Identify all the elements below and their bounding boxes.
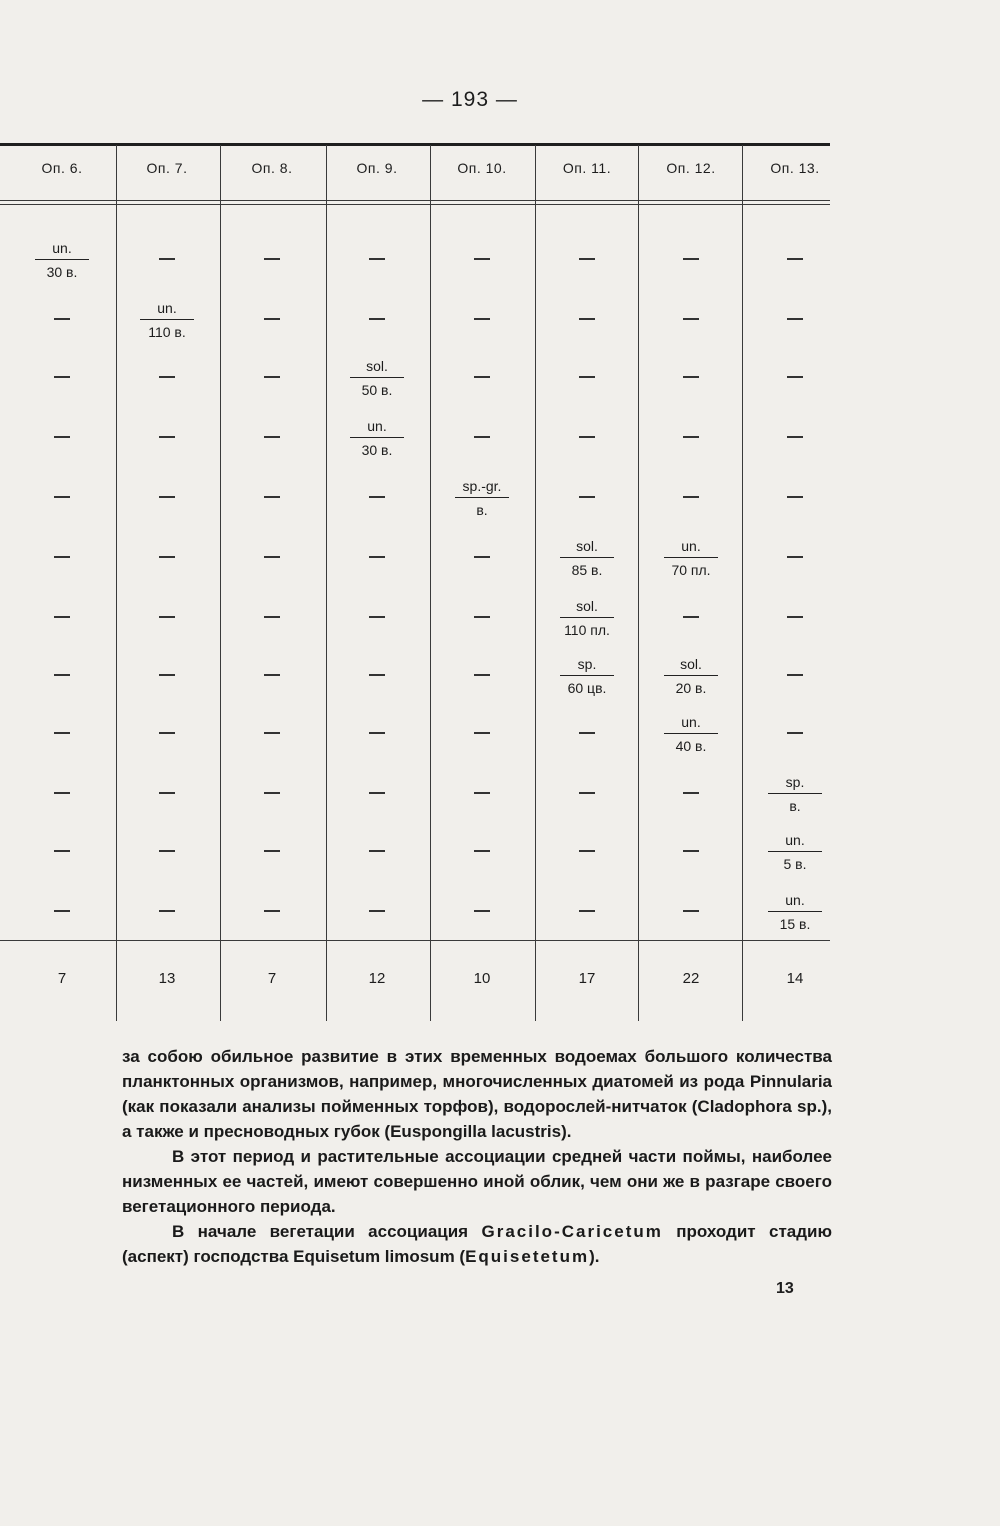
height-phase: 70 пл. <box>671 562 711 578</box>
empty-cell-dash <box>264 258 280 260</box>
column-total: 10 <box>473 970 491 987</box>
page-number: — 193 — <box>422 88 518 111</box>
abundance-cell <box>12 238 112 282</box>
column-divider <box>742 145 743 1021</box>
empty-cell-dash <box>683 910 699 912</box>
column-divider <box>220 145 221 1021</box>
abundance-score: sol. <box>576 598 598 614</box>
paragraph-3-part: ). <box>589 1247 600 1266</box>
empty-cell-dash <box>159 792 175 794</box>
empty-cell-dash <box>264 792 280 794</box>
empty-cell-dash <box>54 436 70 438</box>
abundance-cell <box>537 654 637 698</box>
height-phase: 20 в. <box>675 680 707 696</box>
empty-cell-dash <box>683 496 699 498</box>
abundance-score: sol. <box>576 538 598 554</box>
column-header: Оп. 6. <box>41 160 83 176</box>
empty-cell-dash <box>264 376 280 378</box>
height-phase: в. <box>476 502 488 518</box>
table-totals-rule <box>0 940 830 941</box>
empty-cell-dash <box>159 850 175 852</box>
fraction-bar <box>664 675 718 676</box>
empty-cell-dash <box>54 496 70 498</box>
height-phase: 15 в. <box>779 916 811 932</box>
fraction-bar <box>560 557 614 558</box>
abundance-score: un. <box>681 714 701 730</box>
fraction-bar <box>350 437 404 438</box>
abundance-cell <box>641 712 741 756</box>
abundance-score: un. <box>157 300 177 316</box>
empty-cell-dash <box>369 732 385 734</box>
height-phase: 30 в. <box>361 442 393 458</box>
column-total: 14 <box>786 970 804 987</box>
height-phase: 5 в. <box>783 856 807 872</box>
fraction-bar <box>455 497 509 498</box>
empty-cell-dash <box>787 616 803 618</box>
table-header-rule <box>0 200 830 201</box>
column-total: 7 <box>267 970 277 987</box>
column-header: Оп. 10. <box>457 160 507 176</box>
empty-cell-dash <box>264 674 280 676</box>
fraction-bar <box>560 617 614 618</box>
empty-cell-dash <box>474 436 490 438</box>
empty-cell-dash <box>579 496 595 498</box>
abundance-score: un. <box>52 240 72 256</box>
column-header: Оп. 7. <box>146 160 188 176</box>
empty-cell-dash <box>54 318 70 320</box>
fraction-bar <box>664 557 718 558</box>
empty-cell-dash <box>579 318 595 320</box>
height-phase: 60 цв. <box>567 680 607 696</box>
abundance-cell <box>537 536 637 580</box>
abundance-score: sol. <box>366 358 388 374</box>
empty-cell-dash <box>787 436 803 438</box>
column-divider <box>430 145 431 1021</box>
column-divider <box>638 145 639 1021</box>
abundance-score: un. <box>785 892 805 908</box>
empty-cell-dash <box>787 258 803 260</box>
empty-cell-dash <box>369 850 385 852</box>
height-phase: 50 в. <box>361 382 393 398</box>
empty-cell-dash <box>54 674 70 676</box>
empty-cell-dash <box>579 792 595 794</box>
abundance-score: sol. <box>680 656 702 672</box>
height-phase: в. <box>789 798 801 814</box>
column-header: Оп. 13. <box>770 160 820 176</box>
column-divider <box>326 145 327 1021</box>
empty-cell-dash <box>264 556 280 558</box>
empty-cell-dash <box>159 258 175 260</box>
column-header: Оп. 8. <box>251 160 293 176</box>
fraction-bar <box>350 377 404 378</box>
height-phase: 110 в. <box>148 324 186 340</box>
abundance-score: un. <box>367 418 387 434</box>
empty-cell-dash <box>369 616 385 618</box>
fraction-bar <box>768 851 822 852</box>
empty-cell-dash <box>264 910 280 912</box>
empty-cell-dash <box>683 258 699 260</box>
column-total: 7 <box>57 970 67 987</box>
empty-cell-dash <box>54 910 70 912</box>
empty-cell-dash <box>787 674 803 676</box>
empty-cell-dash <box>369 910 385 912</box>
column-total: 17 <box>578 970 596 987</box>
empty-cell-dash <box>54 732 70 734</box>
column-total: 13 <box>158 970 176 987</box>
fraction-bar <box>560 675 614 676</box>
empty-cell-dash <box>369 556 385 558</box>
paragraph-3 <box>122 1219 832 1269</box>
empty-cell-dash <box>159 436 175 438</box>
empty-cell-dash <box>54 792 70 794</box>
empty-cell-dash <box>579 376 595 378</box>
fraction-bar <box>664 733 718 734</box>
paragraph-3-part: В начале вегетации ассоциация <box>172 1222 482 1241</box>
abundance-cell <box>745 890 845 934</box>
abundance-cell <box>641 654 741 698</box>
fraction-bar <box>768 793 822 794</box>
empty-cell-dash <box>787 496 803 498</box>
paragraph-1: за собою обильное развитие в этих временных водоемах большого количества планктонных организмов, например, многочисленных диатомей из рода Pinnularia (как показали анализы пойменных торфов), водорослей-нитчаток (Cladophora sp.), а также и пресноводных губок (Euspongilla lacustris). <box>122 1047 832 1141</box>
fraction-bar <box>140 319 194 320</box>
empty-cell-dash <box>579 258 595 260</box>
abundance-score: un. <box>785 832 805 848</box>
table-top-rule <box>0 143 830 146</box>
empty-cell-dash <box>264 496 280 498</box>
column-total: 12 <box>368 970 386 987</box>
abundance-cell <box>327 356 427 400</box>
empty-cell-dash <box>579 436 595 438</box>
column-divider <box>535 145 536 1021</box>
empty-cell-dash <box>474 556 490 558</box>
empty-cell-dash <box>683 792 699 794</box>
table-header-rule-2 <box>0 204 830 205</box>
height-phase: 110 пл. <box>564 622 610 638</box>
abundance-cell <box>641 536 741 580</box>
empty-cell-dash <box>579 732 595 734</box>
empty-cell-dash <box>683 436 699 438</box>
body-text <box>122 1044 832 1269</box>
empty-cell-dash <box>369 674 385 676</box>
empty-cell-dash <box>54 850 70 852</box>
column-total: 22 <box>682 970 700 987</box>
height-phase: 85 в. <box>571 562 603 578</box>
empty-cell-dash <box>683 318 699 320</box>
empty-cell-dash <box>369 318 385 320</box>
empty-cell-dash <box>474 732 490 734</box>
empty-cell-dash <box>474 674 490 676</box>
empty-cell-dash <box>474 910 490 912</box>
empty-cell-dash <box>474 318 490 320</box>
paragraph-3-part: проходит стадию (аспект) господства Equisetum limosum ( <box>122 1222 832 1266</box>
abundance-cell <box>432 476 532 520</box>
empty-cell-dash <box>787 376 803 378</box>
empty-cell-dash <box>579 910 595 912</box>
empty-cell-dash <box>159 376 175 378</box>
empty-cell-dash <box>474 792 490 794</box>
empty-cell-dash <box>264 850 280 852</box>
empty-cell-dash <box>54 556 70 558</box>
empty-cell-dash <box>159 910 175 912</box>
abundance-score: sp. <box>785 774 805 790</box>
column-header: Оп. 11. <box>562 160 612 176</box>
abundance-cell <box>327 416 427 460</box>
fraction-bar <box>35 259 89 260</box>
empty-cell-dash <box>683 616 699 618</box>
empty-cell-dash <box>159 496 175 498</box>
association-name: Equisetetum <box>465 1247 590 1266</box>
empty-cell-dash <box>579 850 595 852</box>
empty-cell-dash <box>369 496 385 498</box>
empty-cell-dash <box>683 850 699 852</box>
fraction-bar <box>768 911 822 912</box>
empty-cell-dash <box>787 556 803 558</box>
column-divider <box>116 145 117 1021</box>
empty-cell-dash <box>474 258 490 260</box>
abundance-score: sp. <box>577 656 597 672</box>
empty-cell-dash <box>159 674 175 676</box>
empty-cell-dash <box>787 732 803 734</box>
empty-cell-dash <box>369 258 385 260</box>
empty-cell-dash <box>159 732 175 734</box>
paragraph-2: В этот период и растительные ассоциации средней части поймы, наиболее низменных ее частей, имеют совершенно иной облик, чем они же в разгаре своего вегетационного периода. <box>122 1147 832 1216</box>
column-header: Оп. 9. <box>356 160 398 176</box>
abundance-cell <box>745 830 845 874</box>
abundance-score: sp.-gr. <box>462 478 502 494</box>
abundance-score: un. <box>681 538 701 554</box>
abundance-cell <box>117 298 217 342</box>
column-header: Оп. 12. <box>666 160 716 176</box>
empty-cell-dash <box>54 376 70 378</box>
height-phase: 30 в. <box>46 264 78 280</box>
abundance-cell <box>537 596 637 640</box>
empty-cell-dash <box>787 318 803 320</box>
empty-cell-dash <box>474 376 490 378</box>
empty-cell-dash <box>159 556 175 558</box>
empty-cell-dash <box>264 318 280 320</box>
empty-cell-dash <box>264 616 280 618</box>
empty-cell-dash <box>264 436 280 438</box>
empty-cell-dash <box>683 376 699 378</box>
empty-cell-dash <box>264 732 280 734</box>
empty-cell-dash <box>474 850 490 852</box>
signature-mark: 13 <box>776 1280 794 1297</box>
abundance-cell <box>745 772 845 816</box>
empty-cell-dash <box>159 616 175 618</box>
empty-cell-dash <box>369 792 385 794</box>
empty-cell-dash <box>474 616 490 618</box>
empty-cell-dash <box>54 616 70 618</box>
height-phase: 40 в. <box>675 738 707 754</box>
association-name: Gracilo-Caricetum <box>481 1222 663 1241</box>
